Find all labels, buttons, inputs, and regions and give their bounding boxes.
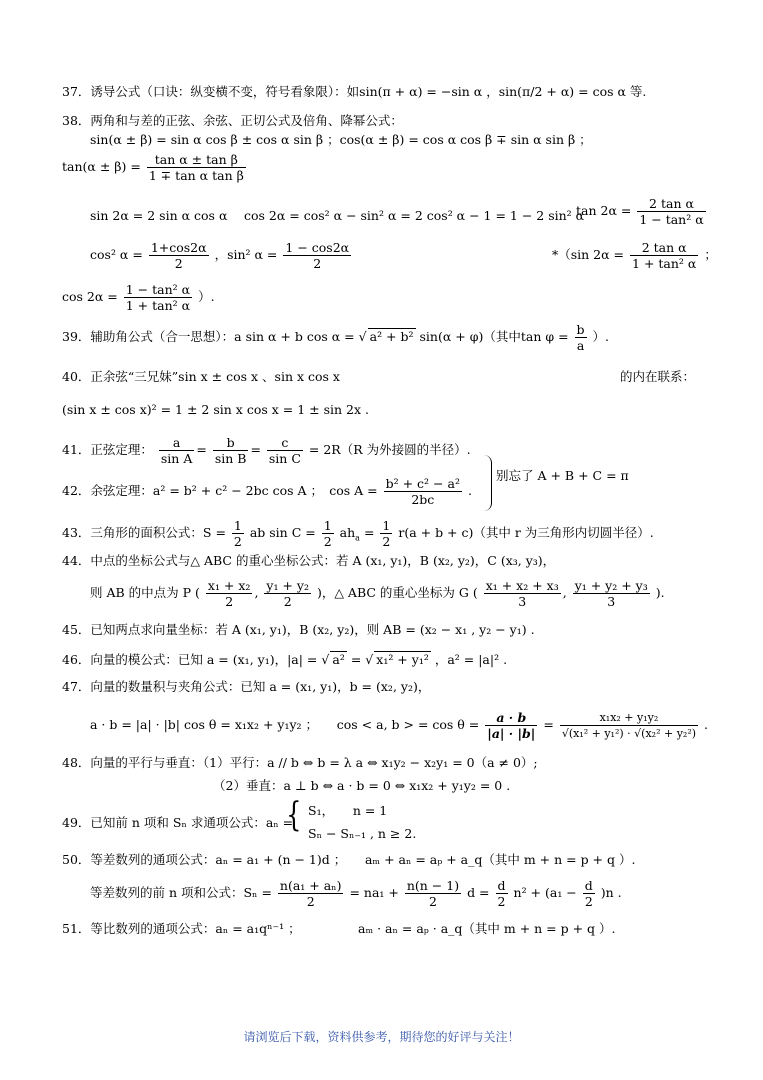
item-40-formula: (sin x ± cos x)² = 1 ± 2 sin x cos x = 1 ± sin 2x . [62, 402, 369, 417]
item-49-cases [283, 795, 305, 835]
item-45: 45．已知两点求向量坐标：若 A (x₁, y₁)，B (x₂, y₂)，则 AB = (x₂ − x₁ , y₂ − y₁) . [62, 622, 535, 637]
item-47-formula: a · b = |a| · |b| cos θ = x₁x₂ + y₁y₂ ； cos < a, b > = cos θ = $\frac{a \cdot b}{|a| \cdot |b|}$ = $\frac{\text{x₁x₂ + y₁y₂}}{\text{√(x₁² + y₁²) · √(x₂² + y₂²)}}$ . [90, 710, 708, 741]
formula-37: 37．诱导公式（口诀：纵变横不变，符号看象限）：如sin(π + α) = −sin α ，sin(π/2 + α) = cos α 等. [62, 84, 647, 99]
formula-38-tan [62, 152, 248, 183]
footer-note: 请浏览后下载，资料供参考，期待您的好评与关注！ [243, 1030, 520, 1044]
formula-38-double-cos: cos 2α = cos² α − sin² α = 2 cos² α − 1 = 1 − 2 sin² α [244, 208, 585, 223]
left-brace: { [286, 795, 302, 835]
right-brace [483, 455, 492, 511]
item-49-case2: Sₙ − Sₙ₋₁ , n ≥ 2. [308, 826, 417, 841]
formula-38-power-reduce: cos² α = $\frac{1+\cos 2\alpha}{2}$ ，sin² α = $\frac{1 - \cos 2\alpha}{2}$ [90, 240, 350, 271]
item-49-case1: S₁， n = 1 [308, 803, 388, 818]
item-40: 40．正余弦“三兄妹”sin x ± cos x 、sin x cos x [62, 369, 340, 384]
item-50: 50．等差数列的通项公式：aₙ = a₁ + (n − 1)d ； aₘ + aₙ = aₚ + a_q（其中 m + n = p + q ）. [62, 852, 636, 867]
item-51-b: aₘ · aₙ = aₚ · a_q（其中 m + n = p + q ）. [358, 921, 616, 936]
formula-38-double-sin: sin 2α = 2 sin α cos α [90, 208, 228, 223]
item-46: 46．向量的模公式：已知 a = (x₁, y₁)，|a| = √ a² = √ x₁² + y₁² ，a² = |a|² . [62, 652, 508, 667]
item-47: 47．向量的数量积与夹角公式：已知 a = (x₁, y₁)，b = (x₂, y₂)， [62, 679, 431, 694]
item-44-centroid: 则 AB 的中点为 P ( $\frac{\text{x₁ + x₂}}{2}$ , $\frac{\text{y₁ + y₂}}{2}$ )，△ ABC 的重心坐标为 G ( $\frac{\text{x₁ + x₂ + x₃}}{3}$ , $\frac{\text{y₁ + y₂ + y₃}}{3}$ ). [90, 578, 665, 609]
item-49: 49．已知前 n 项和 Sₙ 求通项公式：aₙ = [62, 815, 294, 830]
formula-38-universal-sin: *（sin 2α = $\frac{\text{2 tan α}}{\text{1 + tan² α}}$ ； [552, 240, 717, 271]
item-48-perp: （2）垂直：a ⊥ b ⇔ a · b = 0 ⇔ x₁x₂ + y₁y₂ = 0 . [213, 778, 511, 793]
item-39: 39．辅助角公式（合一思想）：a sin α + b cos α = √ a² + b² sin(α + φ)（其中tan φ = $\frac{b}{a}$ ）. [62, 322, 610, 353]
item-37 [62, 84, 646, 99]
item-44: 44．中点的坐标公式与△ ABC 的重心坐标公式：若 A (x₁, y₁)，B (x₂, y₂)，C (x₃, y₃)， [62, 553, 556, 568]
formula-38-universal-cos: cos 2α = $\frac{\text{1 − tan² α}}{\text{1 + tan² α}}$ ）. [62, 282, 215, 313]
item-43: 43．三角形的面积公式：S = $\frac{1}{2}$ ab sin C = $\frac{1}{2}$ $ah_a$ = $\frac{1}{2}$ r(a + b + c)（其中 r 为三角形内切圆半径）. [62, 518, 654, 549]
formula-38-sum: sin(α ± β) = sin α cos β ± cos α sin β ；cos(α ± β) = cos α cos β ∓ sin α sin β ； [90, 132, 592, 147]
item-42: 42．余弦定理：a² = b² + c² − 2bc cos A ； cos A = $\frac{\text{b² + c² − a²}}{2bc}$ . [62, 476, 472, 507]
item-48: 48．向量的平行与垂直：（1）平行：a // b ⇔ b = λ a ⇔ x₁y₂ − x₂y₁ = 0（a ≠ 0）; [62, 755, 538, 770]
tan-sum-lhs: tan(α ± β) = [62, 159, 141, 174]
brace-note: 别忘了 A + B + C = π [496, 468, 629, 483]
item-40-tail: 的内在联系： [620, 369, 696, 384]
item-50-sum: 等差数列的前 n 项和公式：Sₙ = $\frac{\text{n(a₁ + aₙ)}}{2}$ = na₁ + $\frac{n(n - 1)}{2}$ d = $\frac{d}{2}$ n² + (a₁ − $\frac{d}{2}$ )n . [90, 878, 622, 909]
item-38-heading: 38．两角和与差的正弦、余弦、正切公式及倍角、降幂公式： [62, 113, 403, 128]
tan-sum-fraction: $\frac{\text{tan α ± tan β}}{\text{1 ∓ tan α tan β}}$ [148, 152, 244, 183]
item-51: 51．等比数列的通项公式：aₙ = a₁qⁿ⁻¹ ； [62, 921, 301, 936]
formula-38-double-tan: tan 2α = $\frac{\text{2 tan α}}{\text{1 − tan² α}}$ [576, 196, 704, 227]
item-41: 41．正弦定理： $\frac{a}{\text{sin A}}$ = $\frac{b}{\text{sin B}}$ = $\frac{c}{\text{sin C}}$ = 2R（R 为外接圆的半径）. [62, 435, 471, 466]
